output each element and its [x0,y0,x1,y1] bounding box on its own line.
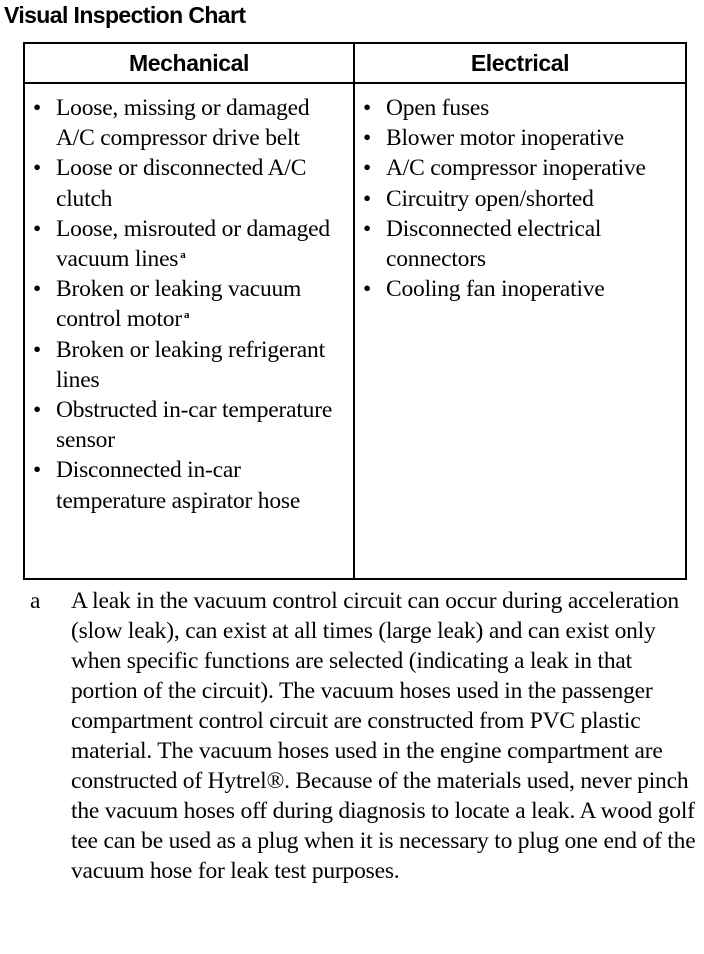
item-text: Loose or disconnected A/C clutch [56,155,307,212]
footnote-text: A leak in the vacuum control circuit can occur during acceleration (slow leak), can exist at all times (large leak) and can exist only when specific functions are selected (indicating a leak in that portion of the circuit). The vacuum hoses used in the passenger compartment control circuit are constructed from PVC plastic material. The vacuum hoses used in the engine compartment are constructed of Hytrel®. Because of the materials used, never pinch the vacuum hoses off during diagnosis to locate a leak. A wood golf tee can be used as a plug when it is necessary to plug one end of the vacuum hose for leak test purposes. [71,588,696,884]
item-text: Broken or leaking vacuum control motor [56,276,302,333]
list-item [33,395,347,455]
electrical-list [355,84,685,304]
list-item: • Cooling fan inoperative [363,274,679,304]
list-item: • Circuitry open/shorted [363,184,679,214]
item-text: Loose, missing or damaged A/C compressor drive belt [56,95,310,152]
footnote-ref: a [180,249,186,262]
inspection-table [23,42,687,580]
list-item [33,455,347,515]
footnote-mark: a [30,588,41,614]
list-item: • A/C compressor inoperative [363,153,679,183]
header-mechanical: Mechanical [24,43,354,83]
item-text: Disconnected in-car temperature aspirator hose [56,457,301,514]
item-text: Obstructed in-car temperature sensor [56,397,333,454]
item-text: Broken or leaking refrigerant lines [56,336,325,393]
footnote-ref: a [183,309,190,322]
mechanical-list [25,84,353,516]
mechanical-cell [24,83,354,579]
list-item [33,274,347,334]
table-body-row [24,83,686,579]
table-header-row [24,43,686,83]
list-item [33,153,347,213]
list-item [33,93,347,153]
electrical-cell [354,83,686,579]
chart-title: Visual Inspection Chart [4,2,246,28]
list-item [33,214,347,274]
list-item: • Disconnected electrical connectors [363,214,679,274]
list-item [33,335,347,395]
item-text: Loose, misrouted or damaged vacuum lines [56,215,330,273]
list-item: • Open fuses [363,93,679,123]
list-item: • Blower motor inoperative [363,123,679,153]
header-electrical: Electrical [354,43,686,83]
